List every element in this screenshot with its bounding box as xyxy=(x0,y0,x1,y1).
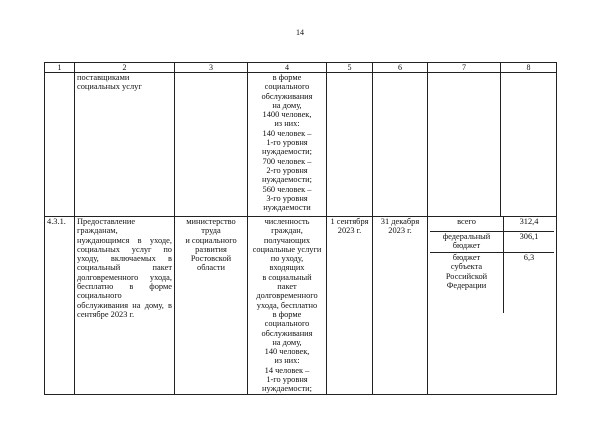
column-number-3: 3 xyxy=(175,63,248,73)
indicator-cell: численность граждан, получающих социальные услуги по уходу, входящих в социальный пакет долговременного ухода, бесплатно в форме социального обслуживания на дому, 140 человек, из них: 14 человек – 1-го уровня нуждаемости; xyxy=(248,217,327,395)
column-number-2: 2 xyxy=(75,63,175,73)
end-date-cell: 31 декабря 2023 г. xyxy=(373,217,428,395)
program-activities-table xyxy=(44,62,557,395)
page-number: 14 xyxy=(296,28,304,37)
funding-row-federal xyxy=(430,232,554,253)
funding-amount: 312,4 xyxy=(519,217,539,226)
column-number-8: 8 xyxy=(501,63,557,73)
cell-empty xyxy=(327,73,373,217)
cell-empty xyxy=(175,73,248,217)
column-number-7: 7 xyxy=(428,63,501,73)
funding-row-regional xyxy=(430,253,554,313)
column-number-6: 6 xyxy=(373,63,428,73)
funding-amount: 6,3 xyxy=(523,253,535,262)
cell-empty xyxy=(501,73,557,217)
funding-row-total xyxy=(430,217,554,232)
continued-indicator-cell: в форме социального обслуживания на дому, 1400 человек, из них: 140 человек – 1-го уровня нуждаемости; 700 человек – 2-го уровня нуждаемости; 560 человек – 3-го уровня нуждаемости xyxy=(248,73,327,217)
funding-source-label: всего xyxy=(430,217,504,231)
funding-source-label: федеральный бюджет xyxy=(430,232,504,252)
column-number-row xyxy=(45,63,557,73)
column-number-4: 4 xyxy=(248,63,327,73)
table-row xyxy=(45,217,557,395)
funding-cell xyxy=(428,217,557,395)
cell-empty xyxy=(45,73,75,217)
column-number-5: 5 xyxy=(327,63,373,73)
column-number-1: 1 xyxy=(45,63,75,73)
funding-source-label: бюджет субъекта Российской Федерации xyxy=(430,253,504,313)
continuation-row xyxy=(45,73,557,217)
item-description-cell: Предоставление гражданам, нуждающимся в уходе, социальных услуг по уходу, включаемых в социальный пакет долговременного ухода, бесплатно в форме социального обслуживания на дому, в сентябре 2023 г. xyxy=(75,217,175,395)
start-date-cell: 1 сентября 2023 г. xyxy=(327,217,373,395)
funding-amount: 306,1 xyxy=(519,232,539,241)
continued-description-cell: поставщиками социальных услуг xyxy=(75,73,175,217)
item-number-cell: 4.3.1. xyxy=(45,217,75,395)
cell-empty xyxy=(428,73,501,217)
executor-cell: министерство труда и социального развития Ростовской области xyxy=(175,217,248,395)
cell-empty xyxy=(373,73,428,217)
